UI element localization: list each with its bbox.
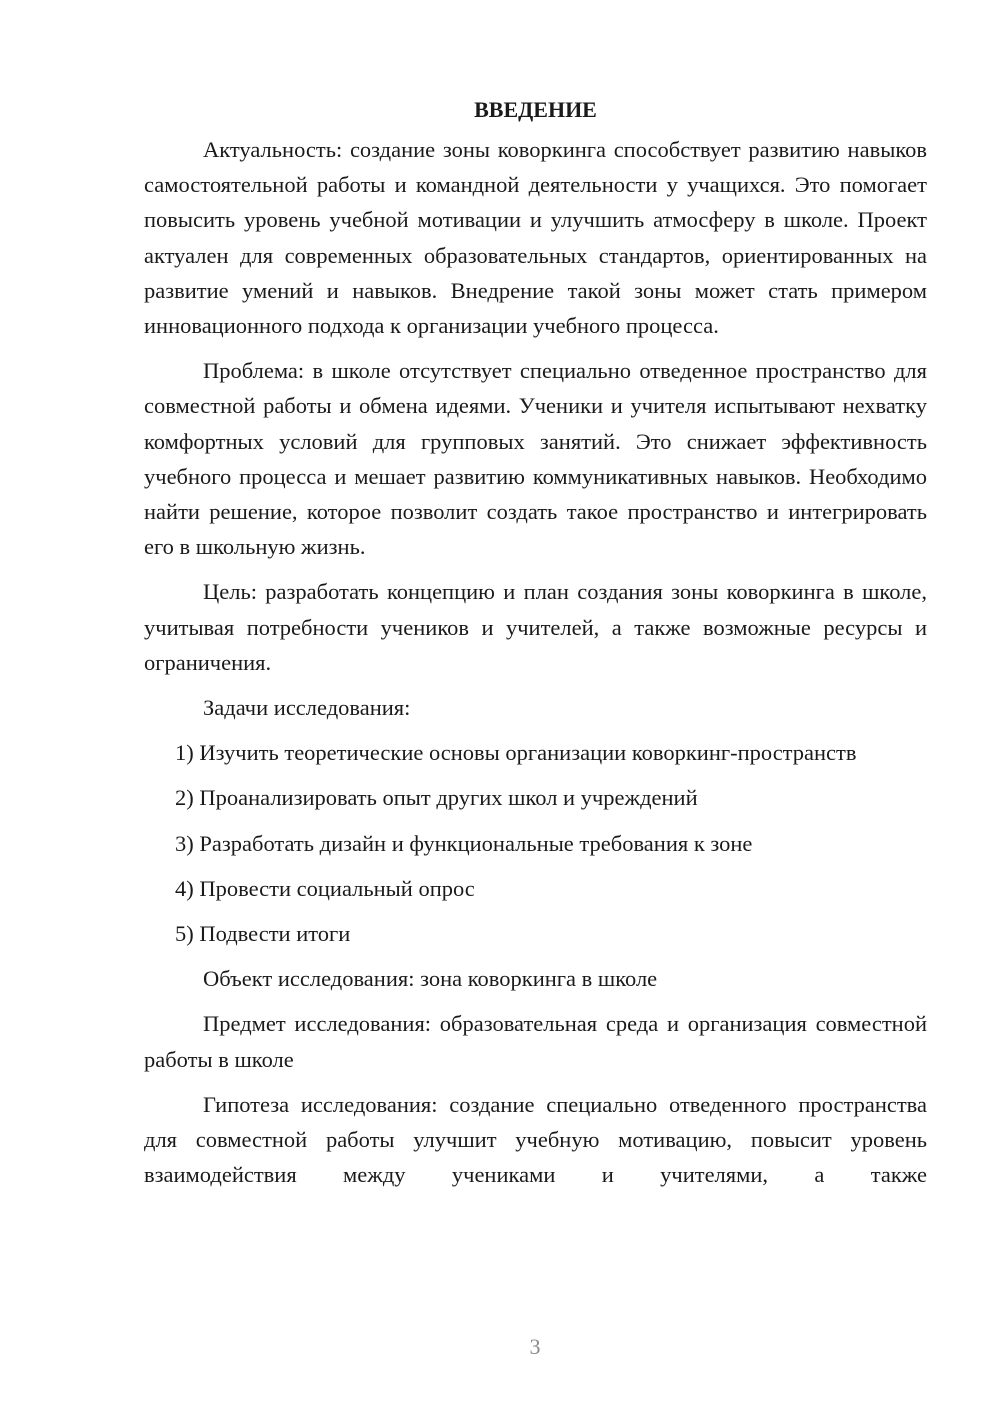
- problem-paragraph: Проблема: в школе отсутствует специально отведенное пространство для совместной работы и обмена идеями. Ученики и учителя испытывают нехватку комфортных условий для групповых занятий. Это снижает эффективность учебного процесса и мешает развитию коммуникативных навыков. Необходимо найти решение, которое позволит создать такое пространство и интегрировать его в школьную жизнь.: [144, 358, 927, 560]
- subject-paragraph: Предмет исследования: образовательная среда и организация совместной работы в школе: [144, 1011, 927, 1072]
- page-number: 3: [529, 1334, 541, 1359]
- page-body: [144, 92, 927, 1202]
- hypothesis-paragraph: Гипотеза исследования: создание специально отведенного пространства для совместной работы улучшит учебную мотивацию, повысит уровень взаимодействия между учениками и учителями, а также: [144, 1091, 927, 1188]
- task-item-1: 1) Изучить теоретические основы организации коворкинг-пространств: [175, 740, 857, 766]
- goal-paragraph: Цель: разработать концепцию и план создания зоны коворкинга в школе, учитывая потребности учеников и учителей, а также возможные ресурсы и ограничения.: [144, 579, 927, 675]
- tasks-list: [144, 735, 927, 951]
- task-item-3: 3) Разработать дизайн и функциональные требования к зоне: [175, 830, 753, 856]
- object-paragraph: Объект исследования: зона коворкинга в школе: [203, 966, 658, 992]
- task-item-4: 4) Провести социальный опрос: [175, 875, 475, 901]
- task-item-5: 5) Подвести итоги: [175, 921, 351, 947]
- relevance-paragraph: Актуальность: создание зоны коворкинга способствует развитию навыков самостоятельной работы и командной деятельности у учащихся. Это помогает повысить уровень учебной мотивации и улучшить атмосферу в школе. Проект актуален для современных образовательных стандартов, ориентированных на развитие умений и навыков. Внедрение такой зоны может стать примером инновационного подхода к организации учебного процесса.: [144, 137, 927, 339]
- task-item-2: 2) Проанализировать опыт других школ и учреждений: [175, 785, 698, 811]
- section-title: ВВЕДЕНИЕ: [474, 97, 597, 122]
- tasks-heading: Задачи исследования:: [203, 695, 411, 721]
